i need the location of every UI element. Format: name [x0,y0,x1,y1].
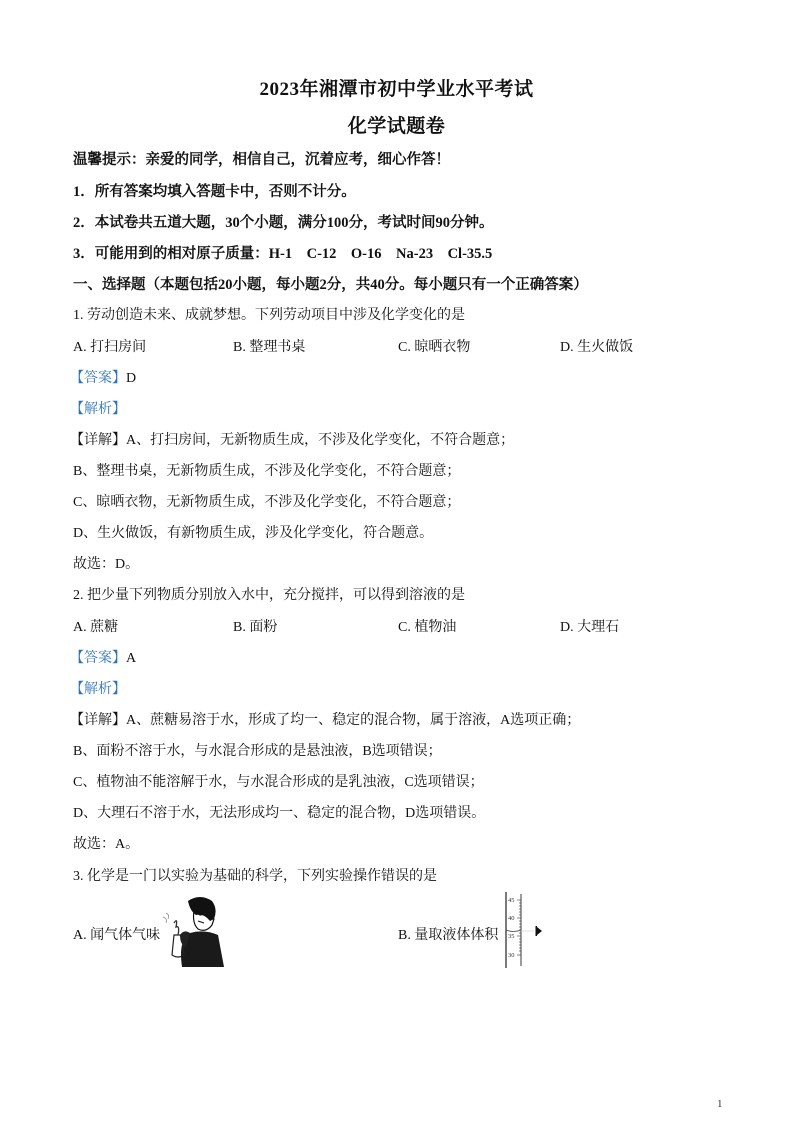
question-2-analysis [70,681,126,699]
question-2-answer [70,650,136,668]
instruction-1: 1．所有答案均填入答题卡中，否则不计分。 [73,184,356,200]
tick-45: 45 [508,897,515,904]
question-1-conclusion: 故选：D。 [73,557,140,572]
question-1-detail-c: C、晾晒衣物，无新物质生成，不涉及化学变化，不符合题意； [73,495,461,510]
question-2-option-a: A. 蔗糖 [73,620,119,635]
graduated-cylinder-scale [504,892,548,968]
tick-30: 30 [508,952,515,959]
question-2-option-b: B. 面粉 [233,620,278,635]
question-2-detail-b: B、面粉不溶于水，与水混合形成的是悬浊液，B选项错误； [73,744,442,759]
question-3-stem: 3. 化学是一门以实验为基础的科学，下列实验操作错误的是 [73,869,437,884]
question-1-option-a: A. 打扫房间 [73,340,147,355]
answer-label: 【答案】 [70,651,126,666]
tick-35: 35 [508,933,515,940]
instruction-3: 3．可能用到的相对原子质量：H-1 C-12 O-16 Na-23 Cl-35.5 [73,246,493,262]
question-2-detail-d: D、大理石不溶于水，无法形成均一、稳定的混合物，D选项错误。 [73,806,486,821]
question-1-analysis [70,401,126,419]
answer-value: D [126,371,137,386]
question-2-option-c: C. 植物油 [398,620,457,635]
question-2-detail-c: C、植物油不能溶解于水，与水混合形成的是乳浊液，C选项错误； [73,775,484,790]
question-1-detail-d: D、生火做饭，有新物质生成，涉及化学变化，符合题意。 [73,526,434,541]
tip-text: 温馨提示：亲爱的同学，相信自己，沉着应考，细心作答！ [73,152,450,168]
question-1-detail-b: B、整理书桌，无新物质生成，不涉及化学变化，不符合题意； [73,464,461,479]
question-2-detail-a: 【详解】A、蔗糖易溶于水，形成了均一、稳定的混合物，属于溶液，A选项正确； [70,713,581,728]
question-2-conclusion: 故选：A。 [73,837,140,852]
exam-subtitle: 化学试题卷 [347,116,446,137]
answer-value: A [126,651,137,666]
question-2-stem: 2. 把少量下列物质分别放入水中，充分搅拌，可以得到溶液的是 [73,588,465,603]
exam-title: 2023年湘潭市初中学业水平考试 [259,79,534,100]
tick-40: 40 [508,915,515,922]
question-1-stem: 1. 劳动创造未来、成就梦想。下列劳动项目中涉及化学变化的是 [73,308,465,323]
detail-label: 【详解】 [70,433,126,448]
question-1-answer [70,370,136,388]
analysis-label: 【解析】 [70,682,126,697]
boy-smelling-bottle-illustration [160,895,225,967]
question-1-option-b: B. 整理书桌 [233,340,306,355]
question-1-detail-a: 【详解】A、打扫房间，无新物质生成，不涉及化学变化，不符合题意； [70,433,515,448]
question-1-option-c: C. 晾晒衣物 [398,340,471,355]
section-heading: 一、选择题（本题包括20小题，每小题2分，共40分。每小题只有一个正确答案） [73,277,588,293]
question-1-option-d: D. 生火做饭 [560,340,634,355]
page-number: 1 [717,1098,723,1110]
detail-label: 【详解】 [70,713,126,728]
answer-label: 【答案】 [70,371,126,386]
analysis-label: 【解析】 [70,402,126,417]
instruction-2: 2．本试卷共五道大题，30个小题，满分100分，考试时间90分钟。 [73,215,494,231]
question-3-option-b: B. 量取液体体积 [398,928,499,943]
question-3-option-a: A. 闻气体气味 [73,928,161,943]
question-2-option-d: D. 大理石 [560,620,620,635]
